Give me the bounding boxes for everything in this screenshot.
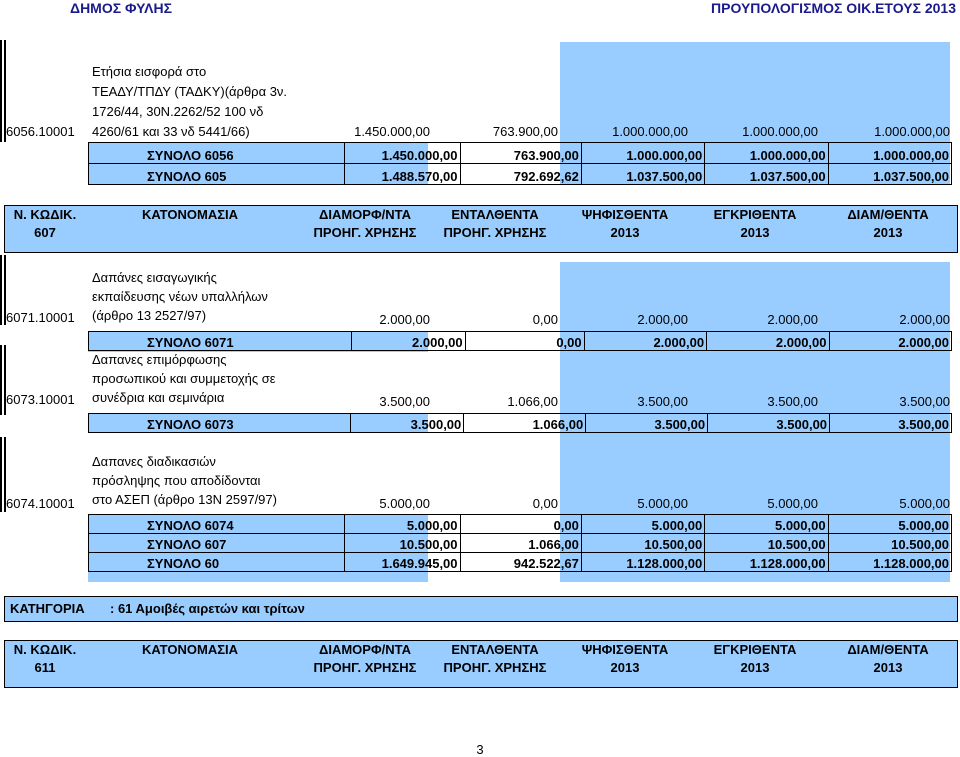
left-rule-e	[0, 437, 2, 512]
item-6073-val2: 1.066,00	[507, 394, 558, 409]
page-number: 3	[476, 742, 484, 757]
col-c2: ΕΝΤΑΛΘΕΝΤΑ ΠΡΟΗΓ. ΧΡΗΣΗΣ	[443, 207, 547, 240]
item-6074-val4: 5.000,00	[767, 496, 818, 511]
total-row-60: ΣΥΝΟΛΟ 60 1.649.945,00 942.522,67 1.128.000,00 1.128.000,00 1.128.000,00	[89, 553, 952, 572]
col2-c2: ΕΝΤΑΛΘΕΝΤΑ ΠΡΟΗΓ. ΧΡΗΣΗΣ	[443, 642, 547, 675]
col2-name: ΚΑΤΟΝΟΜΑΣΙΑ	[141, 642, 239, 657]
item-6074-val3: 5.000,00	[637, 496, 688, 511]
left-rule	[0, 40, 2, 142]
item-6073-val5: 3.500,00	[899, 394, 950, 409]
item-6056-val3: 1.000.000,00	[612, 124, 688, 139]
item-6056-val1: 1.450.000,00	[354, 124, 430, 139]
total-row-6074: ΣΥΝΟΛΟ 6074 5.000,00 0,00 5.000,00 5.000,00 5.000,00	[89, 515, 952, 534]
col-name: ΚΑΤΟΝΟΜΑΣΙΑ	[141, 207, 239, 222]
total-6071: ΣΥΝΟΛΟ 6071 2.000,00 0,00 2.000,00 2.000,00 2.000,00	[88, 331, 952, 351]
total-row-607: ΣΥΝΟΛΟ 607 10.500,00 1.066,00 10.500,00 10.500,00 10.500,00	[89, 534, 952, 553]
item-6056-val5: 1.000.000,00	[874, 124, 950, 139]
item-6073-val4: 3.500,00	[767, 394, 818, 409]
total-row-6056: ΣΥΝΟΛΟ 6056 1.450.000,00 763.900,00 1.000.000,00 1.000.000,00 1.000.000,00	[89, 143, 952, 164]
item-6071-val4: 2.000,00	[767, 312, 818, 327]
municipality-title: ΔΗΜΟΣ ΦΥΛΗΣ	[70, 0, 173, 16]
category-label: ΚΑΤΗΓΟΡΙΑ	[10, 601, 85, 616]
item-6071-desc: Δαπάνες εισαγωγικής εκπαίδευσης νέων υπαλλήλων (άρθρο 13 2527/97)	[92, 270, 268, 323]
item-6071-val2: 0,00	[532, 312, 558, 327]
item-6074-desc: Δαπανες διαδικασιών πρόσληψης που αποδίδονται στο ΑΣΕΠ (άρθρο 13Ν 2597/97)	[92, 454, 277, 507]
item-6071-val5: 2.000,00	[899, 312, 950, 327]
budget-title: ΠΡΟΥΠΟΛΟΓΙΣΜΟΣ ΟΙΚ.ΕΤΟΥΣ 2013	[711, 0, 956, 16]
item-6071-val1: 2.000,00	[379, 312, 430, 327]
totals-605-table	[88, 142, 952, 185]
item-6071-val3: 2.000,00	[637, 312, 688, 327]
left-rule-a	[0, 255, 2, 325]
col2-c5: ΔΙΑΜ/ΘΕΝΤΑ 2013	[847, 642, 929, 675]
item-6074-val1: 5.000,00	[379, 496, 430, 511]
col-code: Ν. ΚΩΔΙΚ. 607	[13, 207, 77, 240]
item-6056-desc: Ετήσια εισφορά στο ΤΕΑΔΥ/ΤΠΔΥ (ΤΑΔΚΥ)(άρθρα 3ν. 1726/44, 30Ν.2262/52 100 νδ 4260/61 και 33 νδ 5441/66)	[92, 64, 288, 139]
col-c5: ΔΙΑΜ/ΘΕΝΤΑ 2013	[847, 207, 929, 240]
totals-607-table	[88, 514, 952, 572]
col2-c4: ΕΓΚΡΙΘΕΝΤΑ 2013	[713, 642, 797, 675]
item-6074-val5: 5.000,00	[899, 496, 950, 511]
item-6073-val1: 3.500,00	[379, 394, 430, 409]
col-c3: ΨΗΦΙΣΘΕΝΤΑ 2013	[581, 207, 669, 240]
left-rule-c	[0, 345, 2, 415]
item-6056-val2: 763.900,00	[492, 124, 558, 139]
item-6074-code: 6074.10001	[6, 496, 75, 511]
item-6056-code: 6056.10001	[6, 124, 75, 139]
category-value: : 61 Αμοιβές αιρετών και τρίτων	[110, 601, 305, 616]
col-c1: ΔΙΑΜΟΡΦ/ΝΤΑ ΠΡΟΗΓ. ΧΡΗΣΗΣ	[313, 207, 417, 240]
item-6073-desc: Δαπανες επιμόρφωσης προσωπικού και συμμετοχής σε συνέδρια και σεμινάρια	[92, 352, 276, 405]
col2-code: Ν. ΚΩΔΙΚ. 611	[13, 642, 77, 675]
item-6073-val3: 3.500,00	[637, 394, 688, 409]
total-row-605: ΣΥΝΟΛΟ 605 1.488.570,00 792.692,62 1.037.500,00 1.037.500,00 1.037.500,00	[89, 164, 952, 185]
item-6074-val2: 0,00	[532, 496, 558, 511]
col2-c1: ΔΙΑΜΟΡΦ/ΝΤΑ ΠΡΟΗΓ. ΧΡΗΣΗΣ	[313, 642, 417, 675]
item-6071-code: 6071.10001	[6, 310, 75, 325]
col2-c3: ΨΗΦΙΣΘΕΝΤΑ 2013	[581, 642, 669, 675]
total-6073: ΣΥΝΟΛΟ 6073 3.500,00 1.066,00 3.500,00 3.500,00 3.500,00	[88, 413, 952, 433]
item-6056-val4: 1.000.000,00	[742, 124, 818, 139]
item-6073-code: 6073.10001	[6, 392, 75, 407]
col-c4: ΕΓΚΡΙΘΕΝΤΑ 2013	[713, 207, 797, 240]
